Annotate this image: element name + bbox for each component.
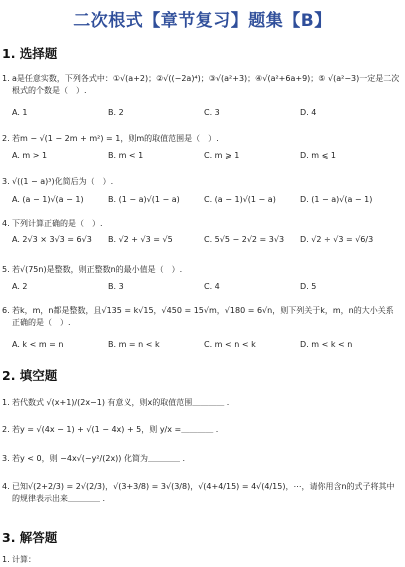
question-number: 6.: [2, 306, 10, 315]
option-d: D. (1 − a)√(a − 1): [300, 195, 373, 204]
fill-question-4: [2, 481, 402, 505]
option-b: B. (1 − a)√(1 − a): [108, 195, 180, 204]
question-stem: 若y < 0，则 −4x√(−y²/(2x)) 化简为＿＿＿＿ .: [12, 454, 186, 463]
question-number: 1.: [2, 74, 10, 83]
option-c: C. 4: [204, 282, 220, 291]
answer-question-1: [2, 554, 402, 566]
question-stem: 若√(75n)是整数，则正整数n的最小值是（ ）.: [12, 265, 183, 274]
question-number: 2.: [2, 425, 10, 434]
option-a: A. k < m = n: [12, 340, 64, 349]
question-stem: 若y = √(4x − 1) + √(1 − 4x) + 5，则 y/x =＿＿＿＿ .: [12, 425, 219, 434]
option-b: B. 3: [108, 282, 124, 291]
option-a: A. (a − 1)√(a − 1): [12, 195, 84, 204]
option-c: C. 3: [204, 108, 220, 117]
question-stem: √((1 − a)³)化简后为（ ）.: [12, 177, 114, 186]
choice-options-3: [12, 195, 402, 207]
fill-question-2: [2, 424, 402, 436]
choice-question-4: [2, 218, 402, 230]
question-stem: 下列计算正确的是（ ）.: [12, 219, 103, 228]
page-title: 二次根式【章节复习】题集【B】: [73, 11, 332, 31]
choice-options-6: [12, 340, 402, 352]
question-stem: 计算：: [12, 555, 36, 564]
section-heading-fill: 2. 填空题: [2, 368, 58, 383]
question-number: 1.: [2, 398, 10, 407]
choice-options-2: [12, 151, 402, 163]
question-stem: 若m − √(1 − 2m + m²) = 1，则m的取值范围是（ ）.: [12, 134, 219, 143]
question-stem: 若k，m，n都是整数，且√135 = k√15，√450 = 15√m，√180 = 6√n，则下列关于k，m，n的大小关系正确的是（ ）.: [12, 306, 394, 327]
question-number: 3.: [2, 177, 10, 186]
section-heading-answer: 3. 解答题: [2, 530, 58, 545]
choice-question-3: [2, 176, 402, 188]
option-a: A. 2√3 × 3√3 = 6√3: [12, 235, 92, 244]
option-d: D. 4: [300, 108, 317, 117]
choice-question-2: [2, 133, 402, 145]
option-d: D. 5: [300, 282, 317, 291]
option-a: A. m > 1: [12, 151, 48, 160]
option-c: C. m < n < k: [204, 340, 256, 349]
question-stem: 若代数式 √(x+1)/(2x−1) 有意义，则x的取值范围＿＿＿＿ .: [12, 398, 230, 407]
option-c: C. m ⩾ 1: [204, 151, 240, 160]
question-stem: 已知√(2+2/3) = 2√(2/3)，√(3+3/8) = 3√(3/8)，√(4+4/15) = 4√(4/15)，⋯，请你用含n的式子将其中的规律表示出来＿＿＿＿ .: [12, 482, 395, 503]
choice-options-4: [12, 235, 402, 247]
question-number: 2.: [2, 134, 10, 143]
fill-question-1: [2, 397, 402, 409]
section-heading-choice: 1. 选择题: [2, 46, 58, 61]
option-a: A. 1: [12, 108, 28, 117]
question-number: 1.: [2, 555, 10, 564]
option-c: C. (a − 1)√(1 − a): [204, 195, 276, 204]
choice-question-5: [2, 264, 402, 276]
choice-question-1: [2, 73, 402, 97]
option-b: B. m = n < k: [108, 340, 160, 349]
question-stem: a是任意实数，下列各式中：①√(a+2)；②√((−2a)⁴)；③√(a²+3)；④√(a²+6a+9)；⑤ √(a²−3)一定是二次根式的个数是（ ）.: [12, 74, 400, 95]
question-number: 4.: [2, 482, 10, 491]
option-d: D. √2 ÷ √3 = √6/3: [300, 235, 374, 244]
option-b: B. 2: [108, 108, 124, 117]
option-d: D. m ⩽ 1: [300, 151, 336, 160]
option-b: B. m < 1: [108, 151, 144, 160]
choice-options-5: [12, 282, 402, 294]
choice-options-1: [12, 108, 402, 120]
question-number: 3.: [2, 454, 10, 463]
fill-question-3: [2, 453, 402, 465]
choice-question-6: [2, 305, 402, 329]
option-d: D. m < k < n: [300, 340, 353, 349]
option-a: A. 2: [12, 282, 28, 291]
question-number: 5.: [2, 265, 10, 274]
option-c: C. 5√5 − 2√2 = 3√3: [204, 235, 285, 244]
question-number: 4.: [2, 219, 10, 228]
option-b: B. √2 + √3 = √5: [108, 235, 173, 244]
